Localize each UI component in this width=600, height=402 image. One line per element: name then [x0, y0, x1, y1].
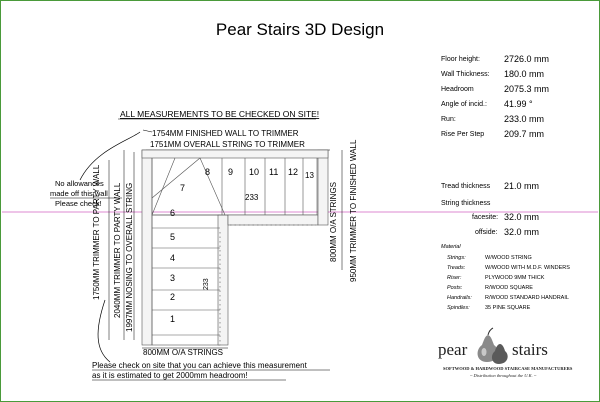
material-spindles-label: Spindles: — [447, 305, 470, 311]
allowance-note-line-2: made off this wall — [50, 189, 108, 198]
material-riser-label: Riser: — [447, 275, 462, 281]
tread-thickness-label: Tread thickness — [441, 183, 491, 190]
step-7: 7 — [180, 183, 186, 193]
overall-string-label: 1751MM OVERALL STRING TO TRIMMER — [150, 140, 305, 149]
spec-floor-height-value: 2726.0 mm — [504, 54, 550, 64]
step-6: 6 — [170, 208, 176, 218]
allowance-note-line-3: Please check! — [55, 199, 102, 208]
bottom-oa-strings-label: 800MM O/A STRINGS — [143, 348, 224, 357]
step-8: 8 — [205, 167, 211, 177]
material-handrails-label: Handrails: — [447, 295, 472, 301]
string-facesite-label: facesite: — [472, 214, 499, 221]
step-11: 11 — [269, 167, 279, 177]
string-offside-label: offside: — [475, 229, 498, 236]
material-strings-label: Strings: — [447, 255, 466, 261]
material-handrails-value: R/WOOD STANDARD HANDRAIL — [485, 295, 569, 301]
trimmer-finished-950-label: 950MM TRIMMER TO FINISHED WALL — [349, 139, 358, 282]
logo-tagline: SOFTWOOD & HARDWOOD STAIRCASE MANUFACTURERS — [443, 366, 573, 371]
material-posts-label: Posts: — [447, 285, 463, 291]
material-heading: Material — [441, 244, 461, 250]
material-strings-value: W/WOOD STRING — [485, 255, 532, 261]
spec-rise-value: 209.7 mm — [504, 129, 545, 139]
material-posts-value: R/WOOD SQUARE — [485, 285, 533, 291]
string-thickness-label: String thickness — [441, 200, 491, 207]
step-5: 5 — [170, 232, 176, 242]
spec-headroom-value: 2075.3 mm — [504, 84, 550, 94]
string-offside-value: 32.0 mm — [504, 227, 540, 237]
spec-angle-value: 41.99 ° — [504, 99, 533, 109]
spec-run-value: 233.0 mm — [504, 114, 545, 124]
dim-233-top: 233 — [245, 193, 259, 202]
material-riser-value: PLYWOOD 9MM THICK — [485, 275, 545, 281]
step-9: 9 — [228, 167, 234, 177]
spec-wall-thickness-label: Wall Thickness: — [441, 71, 490, 78]
wall-to-trimmer-label: 1754MM FINISHED WALL TO TRIMMER — [152, 129, 299, 138]
page-title: Pear Stairs 3D Design — [215, 20, 385, 39]
step-12: 12 — [288, 167, 299, 177]
spec-rise-label: Rise Per Step — [441, 131, 485, 138]
oa-strings-800-label: 800MM O/A STRINGS — [329, 181, 338, 262]
spec-wall-thickness-value: 180.0 mm — [504, 69, 545, 79]
allowance-note-line-1: No allowances — [55, 179, 104, 188]
step-2: 2 — [170, 292, 176, 302]
headroom-note-line-2: as it is estimated to get 2000mm headroom! — [92, 371, 248, 380]
step-4: 4 — [170, 253, 176, 263]
step-1: 1 — [170, 314, 176, 324]
logo-subline: ~ Distribution throughout the U.K. ~ — [470, 373, 537, 378]
logo-word-stairs: stairs — [512, 340, 548, 359]
pear-icon — [472, 326, 512, 366]
material-spindles-value: 35 PINE SQUARE — [485, 305, 531, 311]
step-10: 10 — [249, 167, 260, 177]
material-treads-value: W/WOOD WITH M.D.F. WINDERS — [485, 265, 570, 271]
step-3: 3 — [170, 273, 176, 283]
string-facesite-value: 32.0 mm — [504, 212, 540, 222]
spec-angle-label: Angle of incid.: — [441, 101, 487, 108]
dim-233-side: 233 — [203, 278, 210, 290]
trimmer-party-1750-label: 1750MM TRIMMER TO PARTY WALL — [92, 164, 101, 300]
headroom-note-line-1: Please check on site that you can achieve this measurement — [92, 361, 307, 370]
material-treads-label: Treads: — [447, 265, 466, 271]
note-check-measurements: ALL MEASUREMENTS TO BE CHECKED ON SITE! — [120, 109, 320, 119]
spec-floor-height-label: Floor height: — [441, 56, 480, 63]
step-13: 13 — [305, 171, 314, 180]
spec-run-label: Run: — [441, 116, 456, 123]
tread-thickness-value: 21.0 mm — [504, 181, 540, 191]
trimmer-party-2040-label: 2040MM TRIMMER TO PARTY WALL — [113, 182, 122, 318]
nosing-string-label: 1997MM NOSING TO OVERALL STRING — [125, 182, 134, 332]
logo-word-pear: pear — [438, 340, 468, 359]
spec-headroom-label: Headroom — [441, 86, 474, 93]
